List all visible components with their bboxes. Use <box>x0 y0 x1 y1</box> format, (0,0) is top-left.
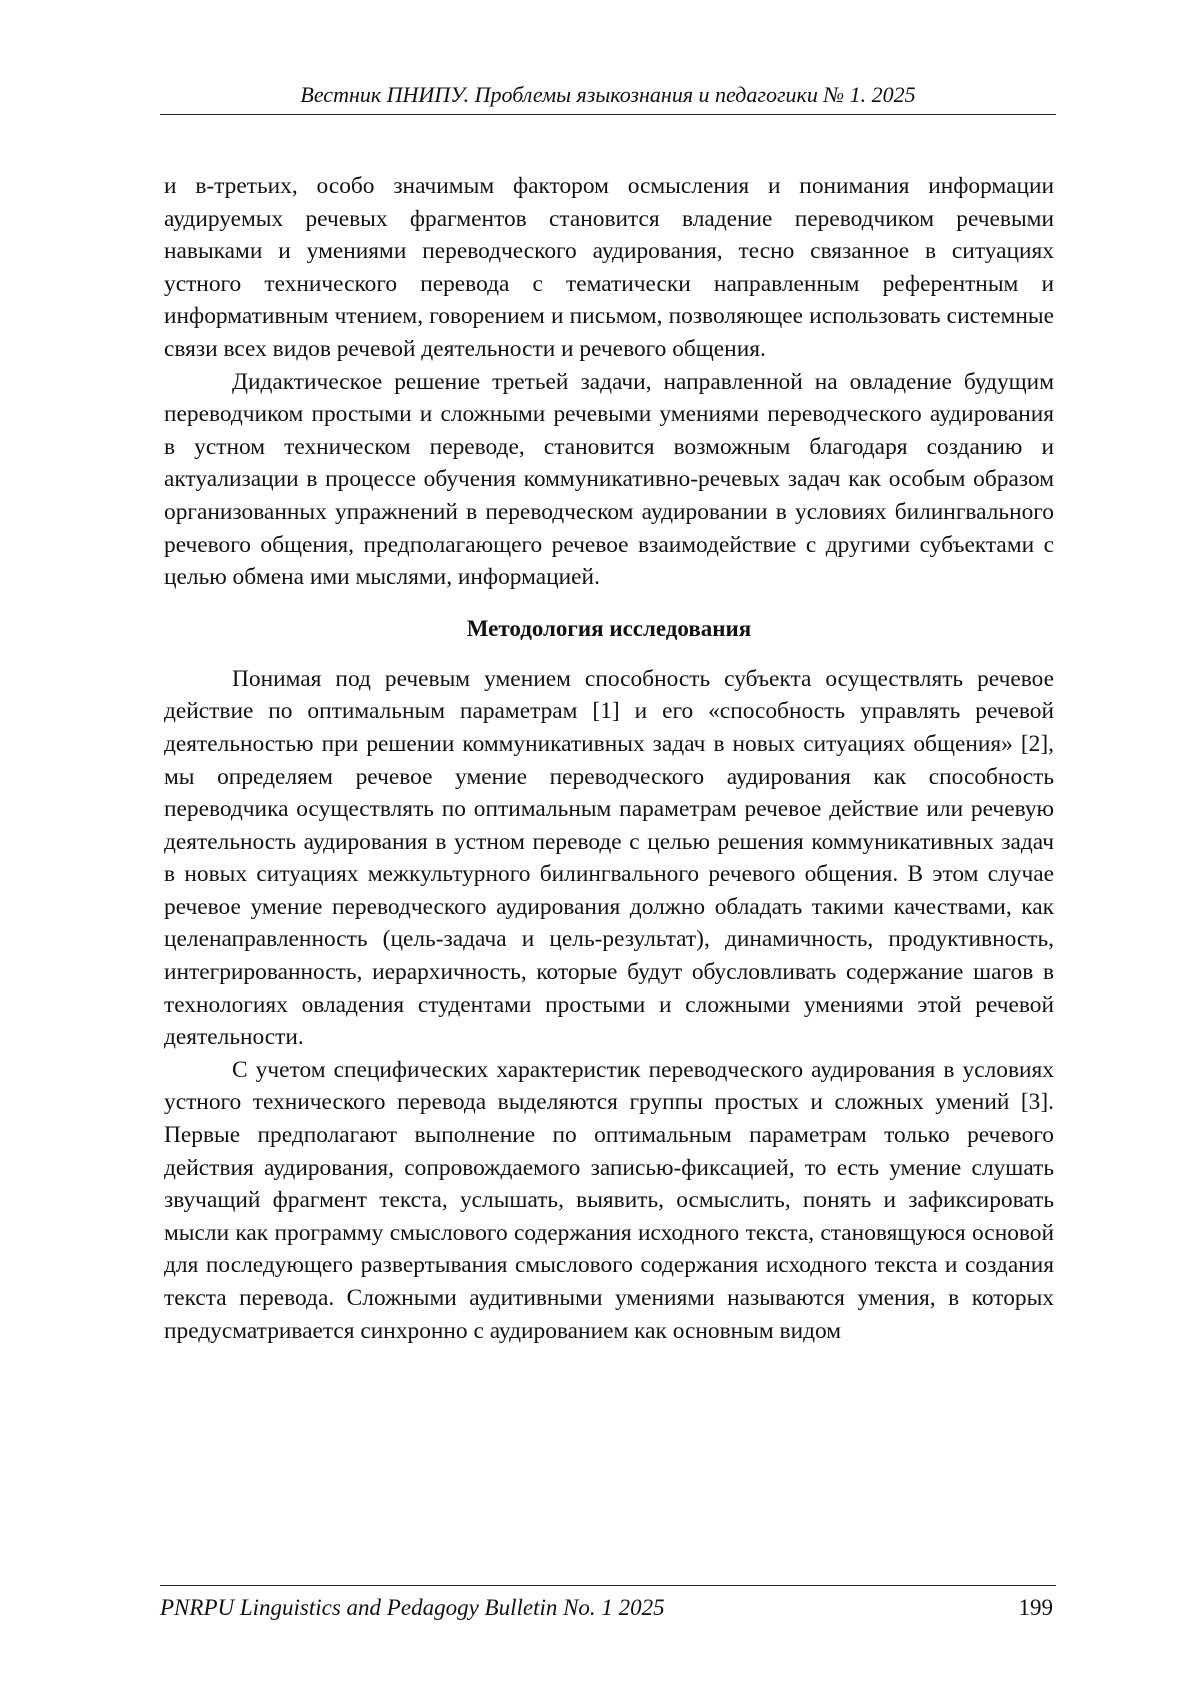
running-header: Вестник ПНИПУ. Проблемы языкознания и педагогики № 1. 2025 <box>160 82 1056 108</box>
page-number: 199 <box>1000 1594 1053 1622</box>
paragraph-skill-groups: С учетом специфических характеристик переводческого аудирования в условиях устного технического перевода выделяются группы простых и сложных умений [3]. Первые предполагают выполнение по оптимальным па­раметрам только речевого действия аудирования, сопровождаемого записью-фиксацией, то есть умение слушать звучащий фрагмент текста, услышать, выявить, осмыслить, понять и зафиксировать мысли как программу смысло­вого содержания исходного текста, становящуюся основой для последующе­го развертывания смыслового содержания исходного текста и создания тек­ста перевода. Сложными аудитивными умениями называются умения, в ко­торых предусматривается синхронно с аудированием как основным видом <box>164 1054 1054 1347</box>
header-divider <box>160 114 1056 115</box>
section-heading: Методология исследования <box>164 613 1054 645</box>
footer-journal-name: PNRPU Linguistics and Pedagogy Bulletin No. 1 2025 <box>160 1594 665 1622</box>
paragraph-didactic-solution: Дидактическое решение третьей задачи, направленной на овладение будущим переводчиком простыми и сложными речевыми умениями перевод­ческого аудирования в устном техническом переводе, становится возможным благодаря созданию и актуализации в процессе обучения коммуникативно-речевых задач как особым образом организованных упражнений в переводче­ском аудировании в условиях билингвального речевого общения, предпола­гающего речевое взаимодействие с другими субъектами с целью обмена ими мыслями, информацией. <box>164 366 1054 594</box>
article-body <box>164 170 1054 1347</box>
footer-divider <box>160 1585 1056 1586</box>
paragraph-continuation: и в-третьих, особо значимым фактором осмысления и понимания информа­ции аудируемых речевых фрагментов становится владение переводчиком ре­чевыми навыками и умениями переводческого аудирования, тесно связанное в ситуациях устного технического перевода с тематически направленным ре­ферентным и информативным чтением, говорением и письмом, позволяющее использовать системные связи всех видов речевой деятельности и речевого общения. <box>164 170 1054 366</box>
paragraph-speech-skill-definition: Понимая под речевым умением способность субъекта осуществлять ре­чевое действие по оптимальным параметрам [1] и его «способность управ­лять речевой деятельностью при решении коммуникативных задач в новых ситуациях общения» [2], мы определяем речевое умение переводческого аудирования как способность переводчика осуществлять по оптимальным параметрам речевое действие или речевую деятельность аудирования в уст­ном переводе с целью решения коммуникативных задач в новых ситуациях межкультурного билингвального речевого общения. В этом случае речевое умение переводческого аудирования должно обладать такими качествами, как целенаправленность (цель-задача и цель-результат), динамичность, про­дуктивность, интегрированность, иерархичность, которые будут обусловли­вать содержание шагов в технологиях овладения студентами простыми и сложными умениями этой речевой деятельности. <box>164 663 1054 1054</box>
